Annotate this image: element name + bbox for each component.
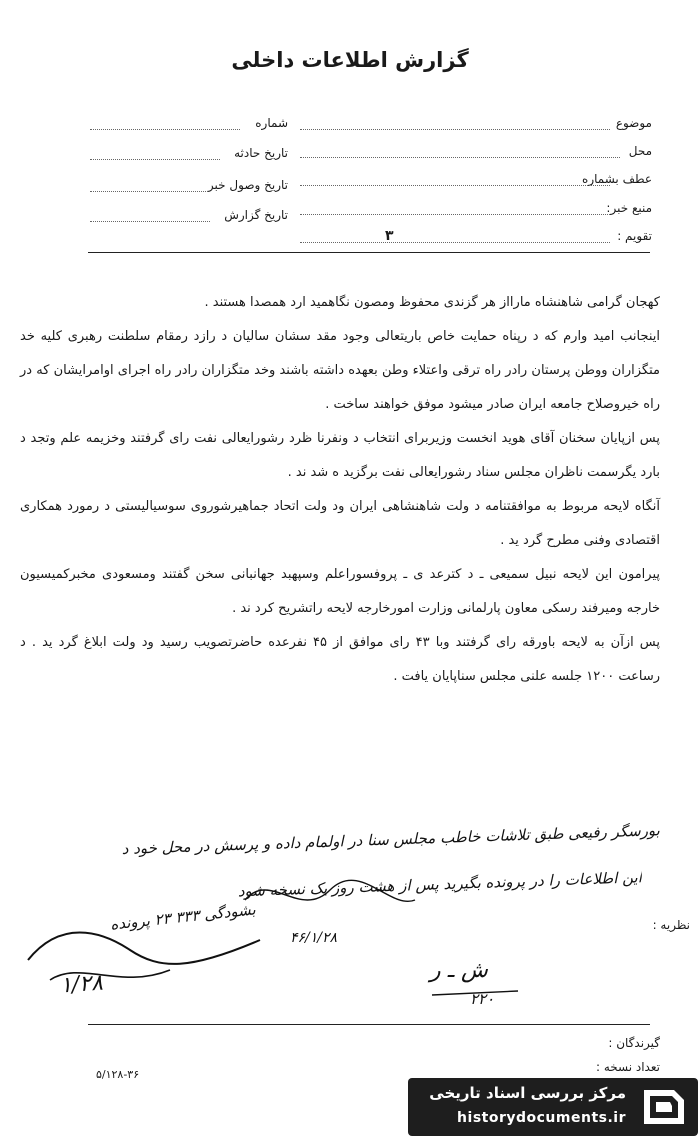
footer-separator xyxy=(88,1024,650,1025)
recipients-label: گیرندگان : xyxy=(608,1036,660,1050)
page-title: گزارش اطلاعات داخلی xyxy=(231,48,469,72)
handwritten-note-2: این اطلاعات را در پرونده بگیرید پس از هشت روز یک نسخه شود xyxy=(237,868,643,901)
ref-number-label: عطف بشماره xyxy=(582,172,652,186)
evaluation-label: تقویم : xyxy=(617,229,652,243)
body-paragraph: کهجان گرامی شاهنشاه مارااز هر گزندی محفوظ ومصون نگاهمید ارد همصدا هستند . xyxy=(204,295,660,310)
receipt-date-line xyxy=(90,190,210,192)
evaluation-line xyxy=(300,241,610,243)
place-label: محل xyxy=(628,144,652,158)
source-label: منبع خبر: xyxy=(606,201,652,215)
handwritten-left-number: ۱/۲۸ xyxy=(59,970,104,999)
number-underline xyxy=(430,985,520,1005)
watermark-logo xyxy=(408,1078,698,1136)
handwritten-mark: ش ـ ر xyxy=(430,958,488,983)
handwritten-date: ۴۶/۱/۲۸ xyxy=(290,930,338,946)
receipt-date-label: تاریخ وصول خبر xyxy=(207,178,288,192)
copies-label: تعداد نسخه : xyxy=(595,1060,660,1074)
opinion-label: نظریه : xyxy=(652,918,690,932)
watermark-url: historydocuments.ir xyxy=(457,1110,626,1126)
header-separator xyxy=(88,252,650,253)
watermark-title: مرکز بررسی اسناد تاریخی xyxy=(429,1084,626,1102)
subject-label: موضوع xyxy=(615,116,652,130)
ref-number-line xyxy=(300,184,610,186)
report-date-line xyxy=(90,220,210,222)
handwritten-number: ۲۲۰ xyxy=(470,990,495,1008)
place-line xyxy=(300,156,620,158)
body-paragraph: آنگاه لایحه مربوط به موافقتنامه د ولت شاهنشاهی ایران ود ولت اتحاد جماهیرشوروی سوسیالیستی د رمورد همکاری اقتصادی وفنی مطرح گرد ید . xyxy=(20,499,660,548)
incident-date-line xyxy=(90,158,220,160)
evaluation-value: ۳ xyxy=(385,228,394,244)
body-paragraph: پس ازآن به لایحه باورقه رای گرفتند وبا ۴۳ رای موافق از ۴۵ نفرعده حاضرتصویب رسید ود ولت ابلاغ گرد ید . د رساعت ۱۲۰۰ جلسه علنی مجلس سناپایان یافت . xyxy=(20,635,660,684)
body-paragraph: پیرامون این لایحه نبیل سمیعی ـ د کترعد ی ـ پروفسوراعلم وسپهبد جهانبانی سخن گفتند ومسعودی مخبرکمیسیون خارجه ومیرفند رسکی معاون پارلمانی وزارت امورخارجه لایحه راتشریح کرد ند . xyxy=(20,567,660,616)
body-paragraph: پس ازپایان سخنان آقای هوید انخست وزیربرای انتخاب د ونفرنا ظرد رشورایعالی نفت رای گرفتند وخزیمه علم وتجد د بارد یگرسمت ناظران مجلس سناد رشورایعالی نفت برگزید ه شد ند . xyxy=(20,431,660,480)
subject-line xyxy=(300,128,610,130)
incident-date-label: تاریخ حادثه xyxy=(234,146,288,160)
number-line xyxy=(90,128,240,130)
handwritten-margin-note: بشودگی ۳۳۳ ۲۳ پرونده xyxy=(109,900,257,934)
archive-logo-icon xyxy=(638,1084,690,1130)
body-paragraph: اینجانب امید وارم که د رپناه حمایت خاص باریتعالی وجود مقد سشان سالیان د رازد رمقام سلطنت رهبری کلیه خد متگزاران ووطن پرستان رادر راه ترقی واعتلاء وطن بعهده داشته باشند وخد متگزاران رادر راه اجرای اوامرایشان که در راه خیروصلاح جامعه ایران صادر میشود موفق خواهند ساخت . xyxy=(20,329,660,412)
document-code: ۵/۱۲۸-۳۶ xyxy=(96,1068,140,1081)
number-label: شماره xyxy=(255,116,288,130)
source-line xyxy=(300,213,610,215)
handwritten-note-1: بورسگر رفیعی طبق تلاشات خاطب مجلس سنا در اولمام داده و پرسش در محل خود د xyxy=(121,821,661,858)
report-date-label: تاریخ گزارش xyxy=(224,208,288,222)
signature-scribble xyxy=(20,890,270,1010)
report-body xyxy=(20,286,660,694)
handwriting-curve xyxy=(240,870,420,930)
